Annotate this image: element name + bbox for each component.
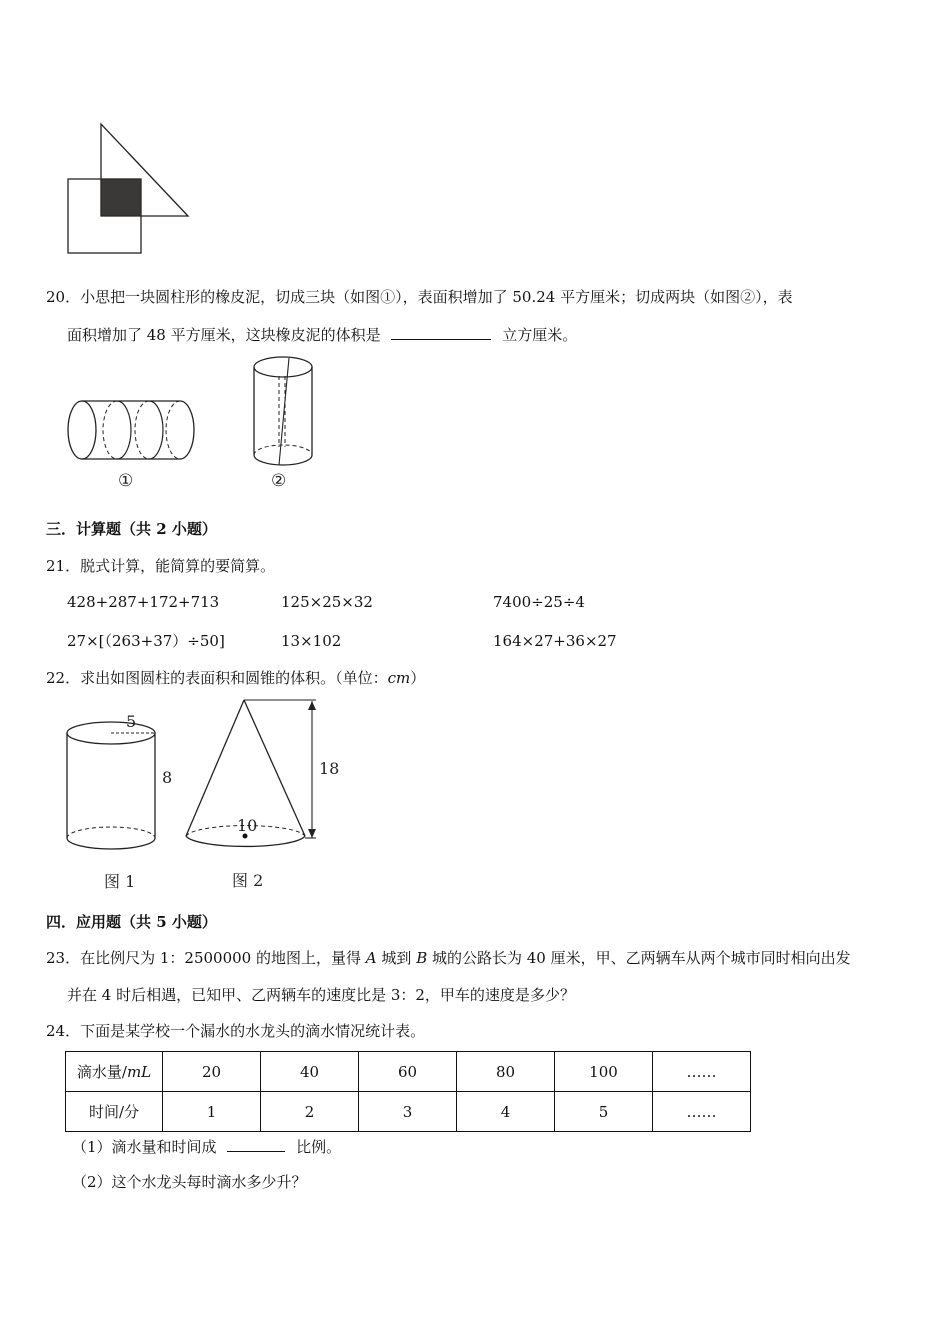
cylinder-bottom-back (254, 445, 312, 455)
q21-number: 21． (46, 557, 81, 575)
cone-height-arrow-down (308, 829, 316, 838)
table-cell: …… (653, 1052, 751, 1092)
q24-text: 下面是某学校一个漏水的水龙头的滴水情况统计表。 (80, 1022, 426, 1040)
cone-left-side (186, 700, 244, 836)
cylinder-cut-three-figure (62, 395, 202, 490)
q22-line (46, 668, 425, 688)
q22-unit: cm (387, 669, 411, 687)
q24-sub1-text: （1）滴水量和时间成 (72, 1138, 217, 1156)
q23-line2: 并在 4 时后相遇，已知甲、乙两辆车的速度比是 3：2，甲车的速度是多少？ (67, 986, 575, 1004)
q21-expr-5: 13×102 (281, 632, 342, 650)
row1-unit: mL (126, 1063, 152, 1081)
cone-diameter-label: 10 (237, 816, 258, 835)
cylinder-cone-figure (60, 695, 350, 895)
cylinder-cut-two-figure (245, 352, 325, 492)
cut-line-2-visible (149, 401, 163, 459)
cone-height-label: 18 (319, 759, 340, 778)
table-cell: 20 (163, 1052, 261, 1092)
table-cell: 3 (359, 1092, 457, 1132)
q21-expr-6: 164×27+36×27 (493, 632, 617, 650)
q20-line1 (46, 287, 793, 307)
q24-number: 24． (46, 1022, 81, 1040)
q20-unit-text: 立方厘米。 (502, 326, 578, 344)
q23-text-b: 城到 (381, 949, 412, 967)
q21-text: 脱式计算，能简算的要简算。 (80, 557, 276, 575)
q24-sub2: （2）这个水龙头每时滴水多少升？ (72, 1173, 307, 1191)
q24-sub1-blank[interactable] (227, 1137, 285, 1152)
q20-text-line2: 面积增加了 48 平方厘米，这块橡皮泥的体积是 (67, 326, 381, 344)
q21-expr-3: 7400÷25÷4 (493, 593, 585, 611)
table-cell: 40 (261, 1052, 359, 1092)
q22-text: 求出如图圆柱的表面积和圆锥的体积。（单位： (80, 669, 388, 687)
table-cell: …… (653, 1092, 751, 1132)
q22-text-end: ） (410, 669, 426, 687)
cylinder-left-end (68, 401, 96, 459)
section4-title: 四．应用题（共 5 小题） (46, 913, 217, 931)
table-row (66, 1052, 751, 1092)
cut-plane-front (279, 358, 289, 465)
q23-text-c: 城的公路长为 40 厘米，甲、乙两辆车从两个城市同时相向出发 (432, 949, 851, 967)
q22-number: 22． (46, 669, 81, 687)
cylinder-bottom-front (254, 455, 312, 465)
table-header-cell: 时间/分 (66, 1092, 163, 1132)
table-header-cell (66, 1052, 163, 1092)
cone-height-arrow-up (308, 701, 316, 710)
q23-number: 23． (46, 949, 81, 967)
cylinder-top (254, 357, 312, 377)
table-cell: 60 (359, 1052, 457, 1092)
cyl-bottom-back (67, 827, 155, 838)
q20-text-line1: 小思把一块圆柱形的橡皮泥，切成三块（如图①），表面积增加了 50.24 平方厘米；切成两块（如图②），表 (80, 288, 793, 306)
q20-line2 (67, 325, 577, 345)
fig1-caption: 图 1 (104, 872, 136, 891)
q24-sub1 (72, 1137, 341, 1157)
cyl-height-label: 8 (162, 768, 173, 787)
q21-expr-4: 27×[（263+37）÷50] (67, 632, 225, 650)
right-end-hidden (166, 401, 180, 459)
cut-line-1-hidden (103, 401, 117, 459)
cut-line-1-visible (117, 401, 131, 459)
q21-expr-1: 428+287+172+713 (67, 593, 220, 611)
q21-expr-2: 125×25×32 (281, 593, 373, 611)
q24-sub1-text-end: 比例。 (296, 1138, 342, 1156)
table-cell: 4 (457, 1092, 555, 1132)
row1-label: 滴水量/ (76, 1063, 127, 1081)
section3-title: 三．计算题（共 2 小题） (46, 520, 217, 538)
q24-line (46, 1021, 425, 1041)
table-cell: 80 (457, 1052, 555, 1092)
q23-line1 (46, 948, 851, 968)
q23-city-b: B (416, 949, 428, 967)
table-row (66, 1092, 751, 1132)
q21-line (46, 556, 275, 576)
q20-answer-blank[interactable] (391, 325, 491, 340)
cut-line-2-hidden (135, 401, 149, 459)
overlap-shaded-square (101, 179, 141, 216)
q23-city-a: A (365, 949, 377, 967)
cylinder-right-end (180, 401, 194, 459)
fig2-caption: 图 2 (232, 871, 264, 890)
fig1-label: ① (118, 471, 134, 490)
cyl-radius-label: 5 (126, 712, 137, 731)
q20-number: 20． (46, 288, 81, 306)
triangle-square-figure (60, 118, 200, 260)
cyl-bottom-front (67, 838, 155, 849)
fig2-label: ② (271, 471, 287, 491)
table-cell: 2 (261, 1092, 359, 1132)
table-cell: 1 (163, 1092, 261, 1132)
table-cell: 5 (555, 1092, 653, 1132)
table-cell: 100 (555, 1052, 653, 1092)
drip-stats-table (65, 1051, 751, 1132)
q23-text-a: 在比例尺为 1：2500000 的地图上，量得 (80, 949, 361, 967)
